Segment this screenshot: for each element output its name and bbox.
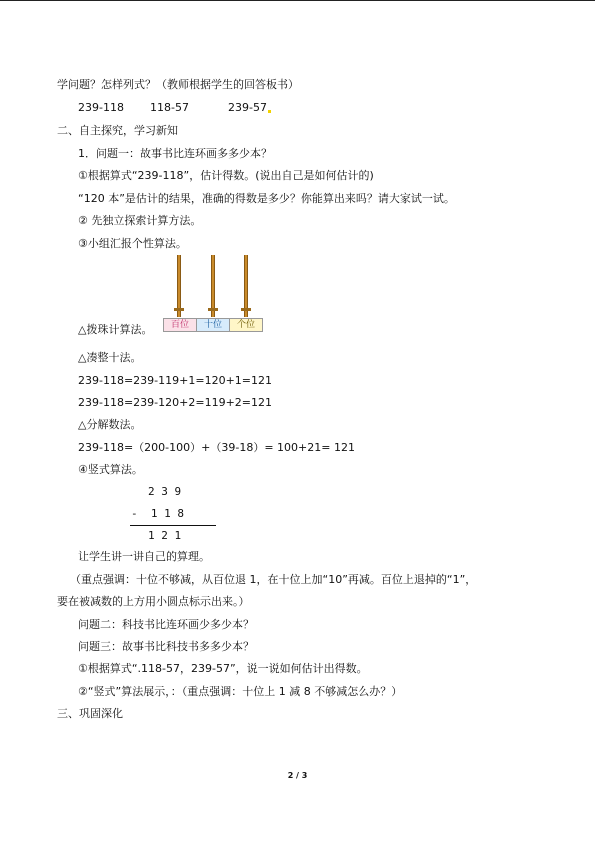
expression-1: 239-118 bbox=[78, 101, 124, 114]
highlight-mark bbox=[268, 110, 271, 113]
text-line: 要在被减数的上方用小圆点标示出来。） bbox=[57, 595, 250, 608]
text-line: 让学生讲一讲自己的算理。 bbox=[78, 550, 210, 563]
abacus-rod bbox=[244, 255, 248, 317]
text-line: 1．问题一：故事书比连环画多多少本？ bbox=[78, 147, 272, 160]
place-label-ones: 个位 bbox=[230, 319, 262, 331]
equation-line: 239-118=239-120+2=119+2=121 bbox=[78, 396, 272, 409]
text-line: （重点强调：十位不够减，从百位退 1，在十位上加“10”再减。百位上退掉的“1”， bbox=[70, 573, 477, 586]
vertical-result: 1 2 1 bbox=[148, 529, 182, 542]
expression-3: 239-57 bbox=[228, 101, 267, 114]
vertical-subtrahend: - 1 1 8 bbox=[131, 507, 184, 520]
text-line: 问题三：故事书比科技书多多少本？ bbox=[78, 640, 254, 653]
page-top-border bbox=[0, 0, 595, 1]
equation-line: 239-118=（200-100）+（39-18）= 100+21= 121 bbox=[78, 441, 355, 454]
text-line: △分解数法。 bbox=[78, 418, 142, 431]
text-line: ③小组汇报个性算法。 bbox=[78, 237, 187, 250]
abacus-rod bbox=[211, 255, 215, 317]
text-line: ①根据算式“239-118”，估计得数。(说出自己是如何估计的) bbox=[78, 169, 374, 182]
equation-line: 239-118=239-119+1=120+1=121 bbox=[78, 374, 272, 387]
abacus-figure bbox=[163, 255, 263, 335]
place-label-hundreds: 百位 bbox=[164, 319, 197, 331]
expression-2: 118-57 bbox=[150, 101, 189, 114]
vertical-rule bbox=[130, 525, 216, 526]
text-line: ①根据算式“.118-57，239-57”，说一说如何估计出得数。 bbox=[78, 662, 368, 675]
text-line: △凑整十法。 bbox=[78, 351, 142, 364]
text-line: ②“竖式”算法展示，：（重点强调：十位上 1 减 8 不够减怎么办？） bbox=[78, 685, 403, 698]
abacus-rod bbox=[177, 255, 181, 317]
text-line: 学问题？怎样列式？（教师根据学生的回答板书） bbox=[57, 78, 299, 91]
text-line: 问题二：科技书比连环画少多少本？ bbox=[78, 618, 254, 631]
text-line: ② 先独立探索计算方法。 bbox=[78, 214, 202, 227]
text-line: “120 本”是估计的结果，准确的得数是多少？你能算出来吗？请大家试一试。 bbox=[78, 192, 455, 205]
section-heading: 二、自主探究，学习新知 bbox=[57, 124, 178, 137]
text-line: ④竖式算法。 bbox=[78, 463, 143, 476]
section-heading: 三、巩固深化 bbox=[57, 707, 123, 720]
vertical-minuend: 2 3 9 bbox=[148, 485, 182, 498]
text-line: △拨珠计算法。 bbox=[78, 323, 153, 336]
abacus-place-labels bbox=[163, 318, 263, 332]
page-number: 2 / 3 bbox=[287, 771, 308, 780]
place-label-tens: 十位 bbox=[197, 319, 230, 331]
